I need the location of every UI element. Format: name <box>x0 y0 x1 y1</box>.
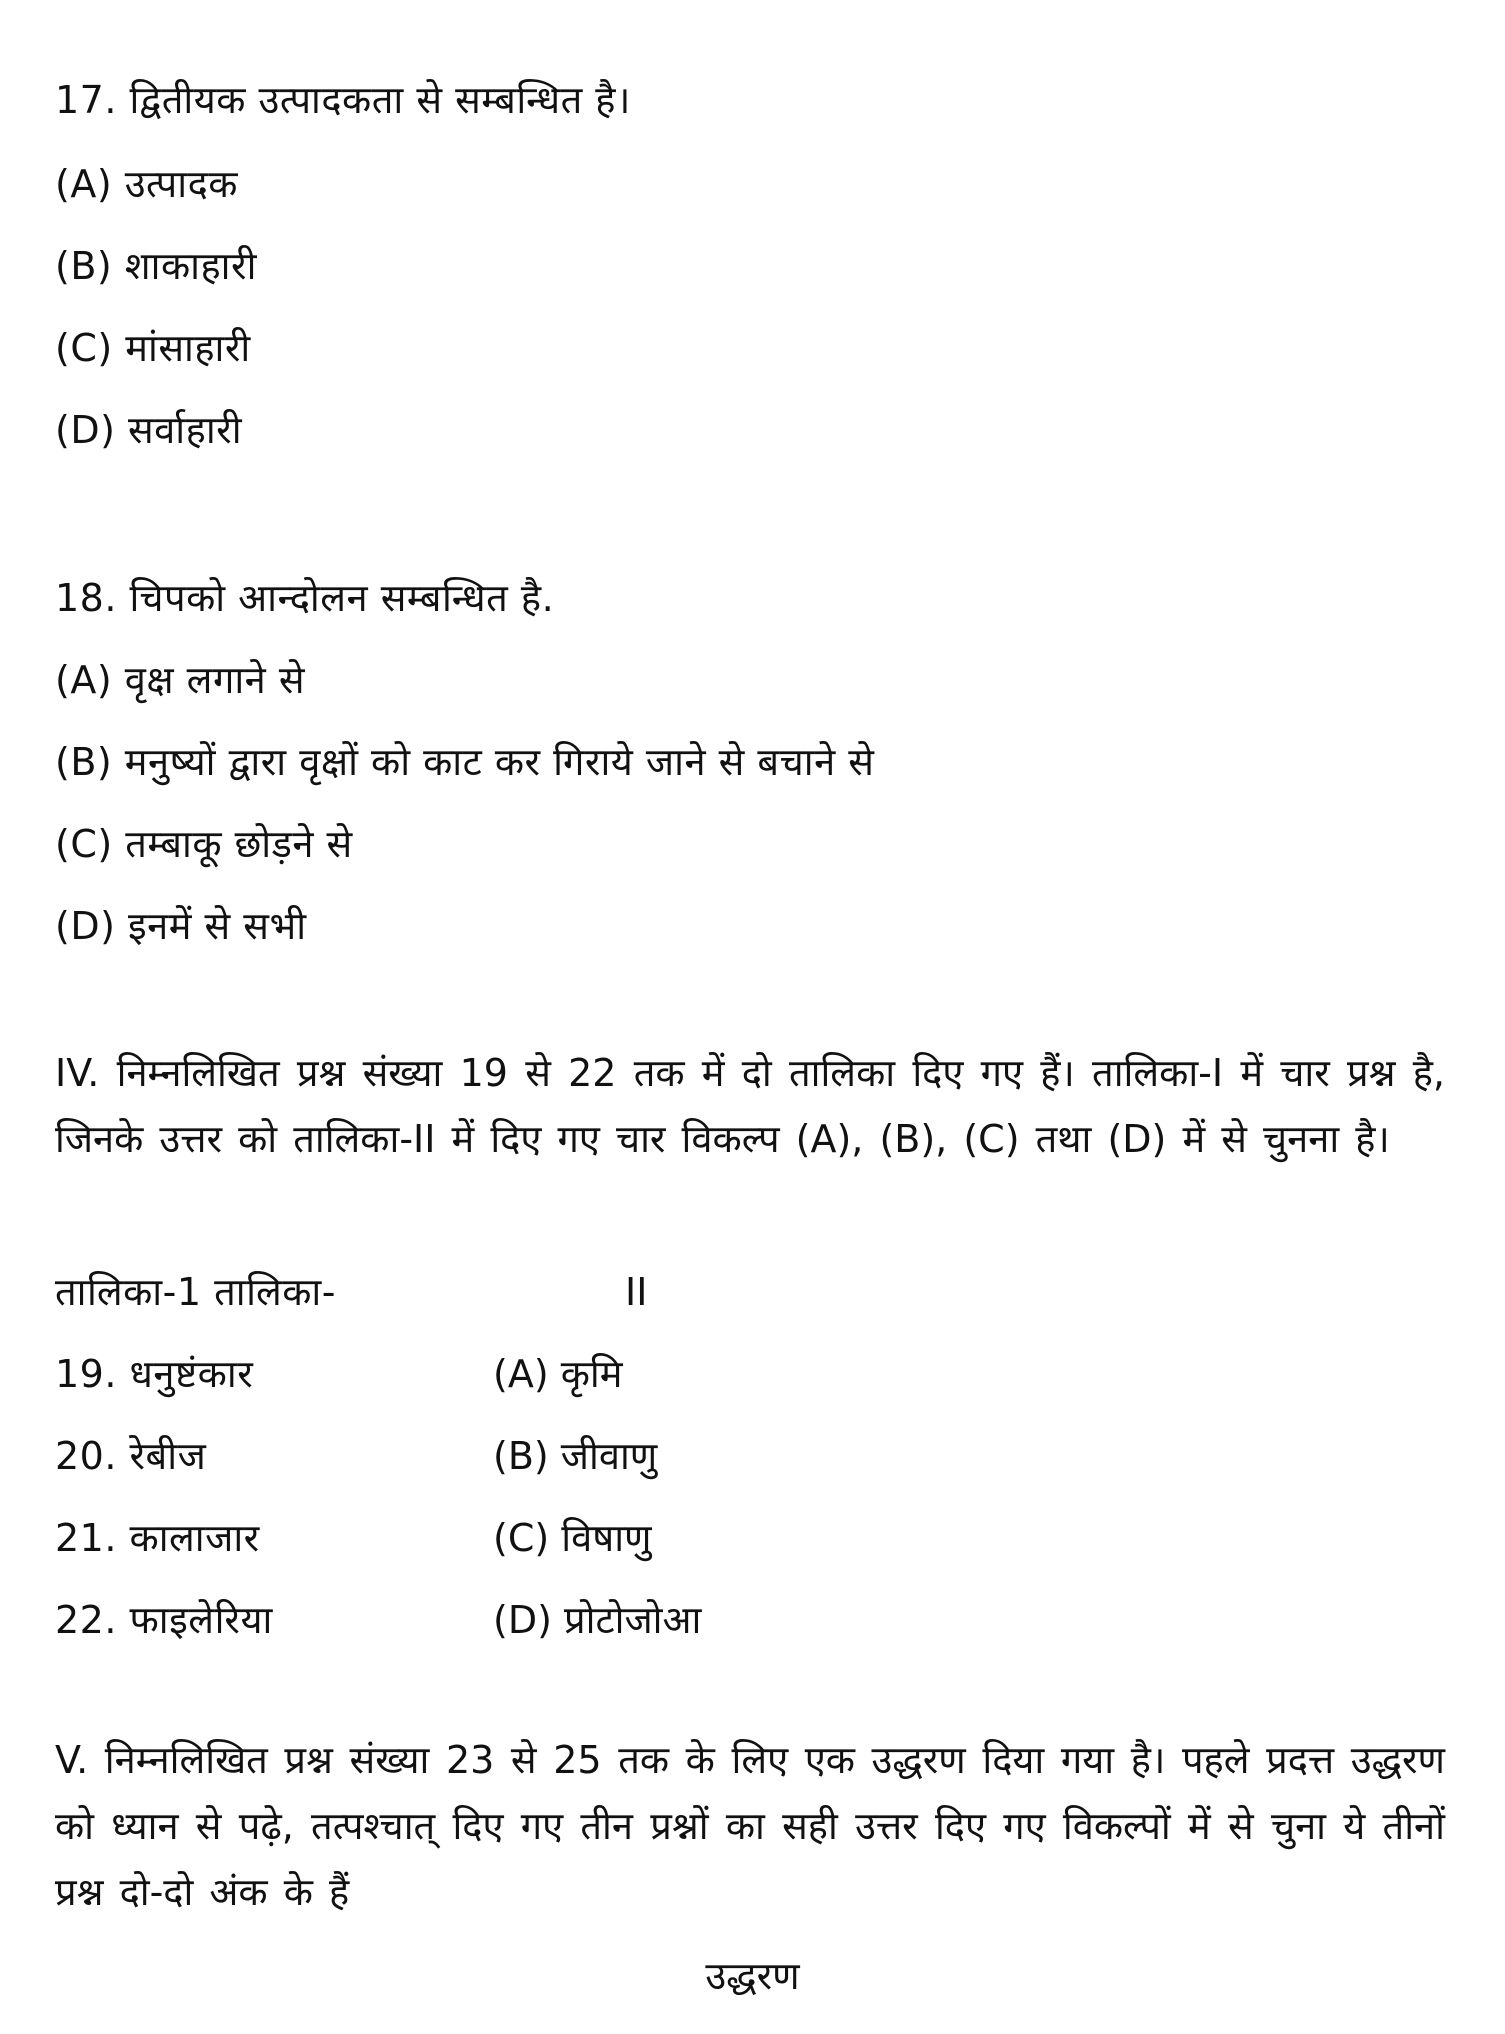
table-row-left: 22. फाइलेरिया <box>55 1598 273 1642</box>
table-row-right: (D) प्रोटोजोआ <box>493 1598 702 1642</box>
section-5-instruction: V. निम्नलिखित प्रश्न संख्या 23 से 25 तक के लिए एक उद्धरण दिया गया है। पहले प्रदत्त उद्धरण को ध्यान से पढ़े, तत्पश्चात् दिए गए तीन प्रश्नों का सही उत्तर दिए गए विकल्पों में से चुना ये तीनों प्रश्न दो-दो अंक के हैं <box>55 1738 1445 1914</box>
q18-option-a: (A) वृक्ष लगाने से <box>55 658 306 702</box>
section-5-heading: उद्धरण <box>705 1954 800 1998</box>
table-row-left: 19. धनुष्टंकार <box>55 1352 254 1396</box>
q17-option-b: (B) शाकाहारी <box>55 244 257 288</box>
section-4-instruction: IV. निम्नलिखित प्रश्न संख्या 19 से 22 तक में दो तालिका दिए गए हैं। तालिका-I में चार प्रश्न है, जिनके उत्तर को तालिका-II में दिए गए चार विकल्प (A), (B), (C) तथा (D) में से चुनना है। <box>55 1051 1445 1161</box>
q18-option-d: (D) इनमें से सभी <box>55 904 307 948</box>
q17-option-a: (A) उत्पादक <box>55 162 238 206</box>
q18-option-c: (C) तम्बाकू छोड़ने से <box>55 822 353 866</box>
table-row-right: (A) कृमि <box>493 1352 623 1396</box>
table-header-left: तालिका-1 तालिका- <box>55 1270 336 1314</box>
q17-option-c: (C) मांसाहारी <box>55 326 251 370</box>
question-17: 17. द्वितीयक उत्पादकता से सम्बन्धित है। <box>55 78 631 122</box>
table-header-right: II <box>625 1270 648 1314</box>
table-row-right: (B) जीवाणु <box>493 1434 658 1478</box>
q17-option-d: (D) सर्वाहारी <box>55 408 243 452</box>
question-18: 18. चिपको आन्दोलन सम्बन्धित है. <box>55 576 555 620</box>
table-row-right: (C) विषाणु <box>493 1516 652 1560</box>
q18-option-b: (B) मनुष्यों द्वारा वृक्षों को काट कर गिराये जाने से बचाने से <box>55 740 875 784</box>
table-row-left: 20. रेबीज <box>55 1434 207 1478</box>
table-row-left: 21. कालाजार <box>55 1516 260 1560</box>
